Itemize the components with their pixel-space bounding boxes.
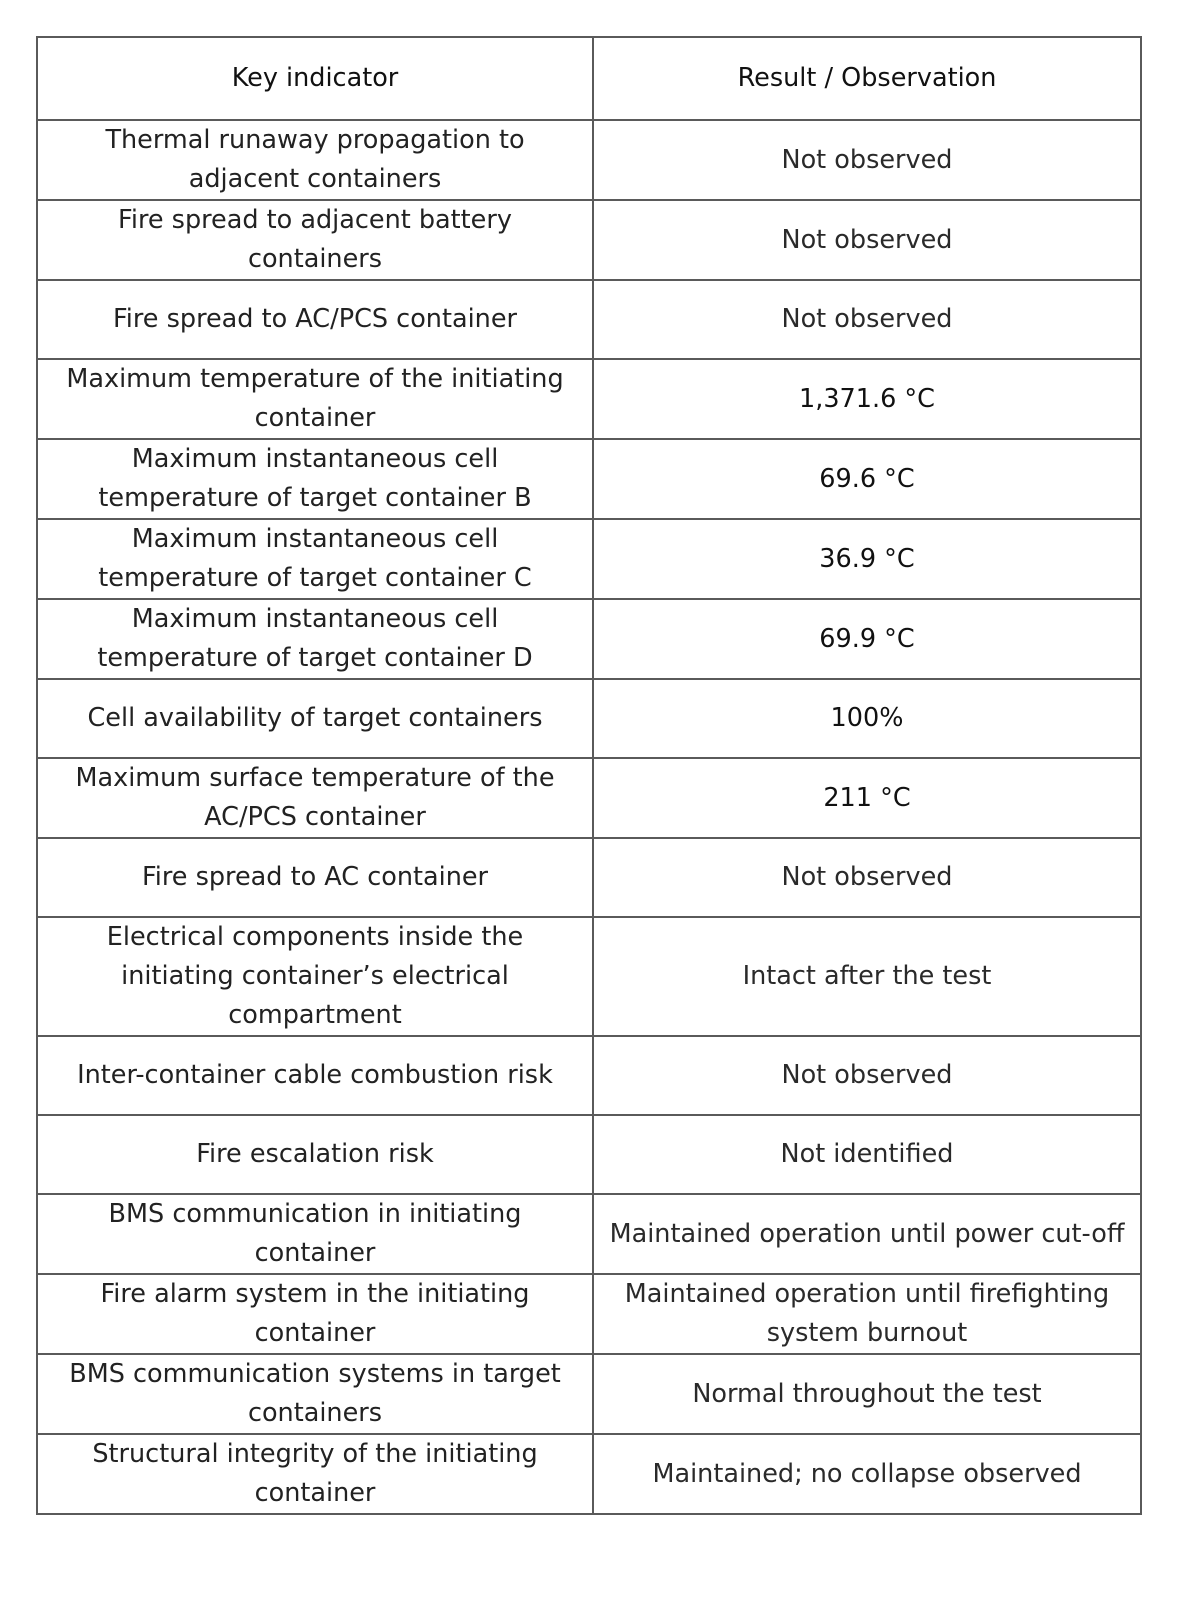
result-cell: Normal throughout the test: [593, 1354, 1141, 1434]
results-table-container: [36, 36, 1140, 1515]
table-row: [37, 359, 1141, 439]
result-cell: Maintained operation until firefighting system burnout: [593, 1274, 1141, 1354]
indicator-cell: Cell availability of target containers: [37, 679, 593, 758]
table-row: [37, 120, 1141, 200]
table-row: [37, 439, 1141, 519]
indicator-cell: Fire spread to adjacent battery containers: [37, 200, 593, 280]
indicator-cell: Maximum instantaneous cell temperature of target container C: [37, 519, 593, 599]
indicator-cell: Maximum instantaneous cell temperature of target container D: [37, 599, 593, 679]
table-row: [37, 280, 1141, 359]
result-cell: 100%: [593, 679, 1141, 758]
indicator-cell: Electrical components inside the initiating container’s electrical compartment: [37, 917, 593, 1036]
result-cell: Intact after the test: [593, 917, 1141, 1036]
indicator-cell: BMS communication in initiating container: [37, 1194, 593, 1274]
indicator-cell: Fire spread to AC container: [37, 838, 593, 917]
table-row: [37, 679, 1141, 758]
result-cell: 69.9 °C: [593, 599, 1141, 679]
indicator-cell: Maximum instantaneous cell temperature of target container B: [37, 439, 593, 519]
result-cell: Not observed: [593, 280, 1141, 359]
result-cell: 211 °C: [593, 758, 1141, 838]
result-cell: 36.9 °C: [593, 519, 1141, 599]
indicator-cell: Fire escalation risk: [37, 1115, 593, 1194]
indicator-cell: BMS communication systems in target containers: [37, 1354, 593, 1434]
result-cell: Not identified: [593, 1115, 1141, 1194]
result-cell: Not observed: [593, 120, 1141, 200]
result-cell: 1,371.6 °C: [593, 359, 1141, 439]
table-row: [37, 1036, 1141, 1115]
table-row: [37, 200, 1141, 280]
results-table: [36, 36, 1142, 1515]
table-row: [37, 917, 1141, 1036]
indicator-cell: Fire spread to AC/PCS container: [37, 280, 593, 359]
indicator-cell: Structural integrity of the initiating container: [37, 1434, 593, 1514]
indicator-cell: Thermal runaway propagation to adjacent containers: [37, 120, 593, 200]
table-row: [37, 519, 1141, 599]
table-row: [37, 1274, 1141, 1354]
table-row: [37, 599, 1141, 679]
result-cell: Maintained; no collapse observed: [593, 1434, 1141, 1514]
result-cell: Maintained operation until power cut-off: [593, 1194, 1141, 1274]
table-row: [37, 1115, 1141, 1194]
table-row: [37, 838, 1141, 917]
table-row: [37, 1354, 1141, 1434]
result-cell: Not observed: [593, 200, 1141, 280]
table-row: [37, 758, 1141, 838]
result-cell: 69.6 °C: [593, 439, 1141, 519]
column-header-key-indicator: Key indicator: [37, 37, 593, 120]
result-cell: Not observed: [593, 838, 1141, 917]
result-cell: Not observed: [593, 1036, 1141, 1115]
indicator-cell: Fire alarm system in the initiating container: [37, 1274, 593, 1354]
column-header-result: Result / Observation: [593, 37, 1141, 120]
indicator-cell: Inter-container cable combustion risk: [37, 1036, 593, 1115]
table-row: [37, 1194, 1141, 1274]
indicator-cell: Maximum temperature of the initiating container: [37, 359, 593, 439]
table-row: [37, 1434, 1141, 1514]
indicator-cell: Maximum surface temperature of the AC/PCS container: [37, 758, 593, 838]
table-header-row: [37, 37, 1141, 120]
